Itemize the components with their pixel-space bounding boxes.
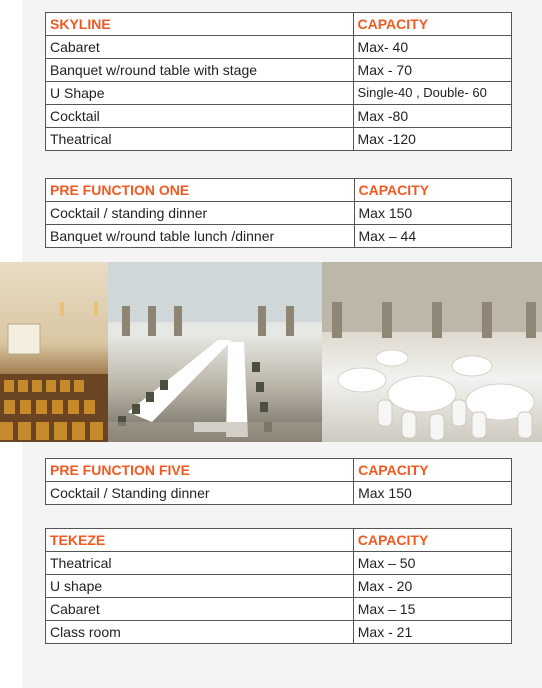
capacity-header: CAPACITY: [353, 13, 511, 36]
table-row: [46, 36, 512, 59]
table-row: [46, 59, 512, 82]
setup-cell: Cabaret: [46, 36, 354, 59]
setup-cell: Cocktail / Standing dinner: [46, 482, 354, 505]
pre-function-one-capacity-table: [45, 178, 512, 248]
banquet-room-illustration: [322, 262, 542, 442]
capacity-header: CAPACITY: [353, 529, 511, 552]
setup-cell: Cocktail: [46, 105, 354, 128]
venue-name-header: PRE FUNCTION ONE: [46, 179, 355, 202]
table-header-row: [46, 529, 512, 552]
tekeze-capacity-table: [45, 528, 512, 644]
pre-function-five-capacity-table: [45, 458, 512, 505]
table-row: [46, 128, 512, 151]
venue-name-header: PRE FUNCTION FIVE: [46, 459, 354, 482]
setup-cell: U Shape: [46, 82, 354, 105]
table-row: [46, 552, 512, 575]
theatre-room-illustration: [0, 262, 108, 442]
capacity-cell: Max -80: [353, 105, 511, 128]
setup-cell: Cabaret: [46, 598, 354, 621]
table-row: [46, 598, 512, 621]
table-header-row: [46, 179, 512, 202]
capacity-cell: Max – 44: [354, 225, 511, 248]
capacity-cell: Max – 50: [353, 552, 511, 575]
table-row: [46, 225, 512, 248]
capacity-cell: Max 150: [354, 482, 512, 505]
table-header-row: [46, 459, 512, 482]
table-header-row: [46, 13, 512, 36]
capacity-cell: Max – 15: [353, 598, 511, 621]
setup-cell: Theatrical: [46, 552, 354, 575]
capacity-cell: Max 150: [354, 202, 511, 225]
setup-cell: Class room: [46, 621, 354, 644]
banquet-room-photo: [322, 262, 542, 442]
u-shape-room-photo: [108, 262, 322, 442]
table-row: [46, 105, 512, 128]
capacity-header: CAPACITY: [354, 179, 511, 202]
capacity-cell: Max - 20: [353, 575, 511, 598]
capacity-cell: Max -120: [353, 128, 511, 151]
setup-cell: Banquet w/round table lunch /dinner: [46, 225, 355, 248]
table-row: [46, 482, 512, 505]
venue-name-header: TEKEZE: [46, 529, 354, 552]
capacity-cell: Max - 21: [353, 621, 511, 644]
u-shape-room-illustration: [108, 262, 322, 442]
setup-cell: U shape: [46, 575, 354, 598]
skyline-capacity-table: [45, 12, 512, 151]
setup-cell: Cocktail / standing dinner: [46, 202, 355, 225]
table-row: [46, 82, 512, 105]
table-row: [46, 202, 512, 225]
table-row: [46, 575, 512, 598]
capacity-cell: Single-40 , Double- 60: [353, 82, 511, 105]
capacity-cell: Max- 40: [353, 36, 511, 59]
table-row: [46, 621, 512, 644]
theatre-room-photo: [0, 262, 108, 442]
setup-cell: Banquet w/round table with stage: [46, 59, 354, 82]
capacity-header: CAPACITY: [354, 459, 512, 482]
capacity-cell: Max - 70: [353, 59, 511, 82]
setup-cell: Theatrical: [46, 128, 354, 151]
venue-name-header: SKYLINE: [46, 13, 354, 36]
venue-photo-strip: [0, 262, 542, 442]
